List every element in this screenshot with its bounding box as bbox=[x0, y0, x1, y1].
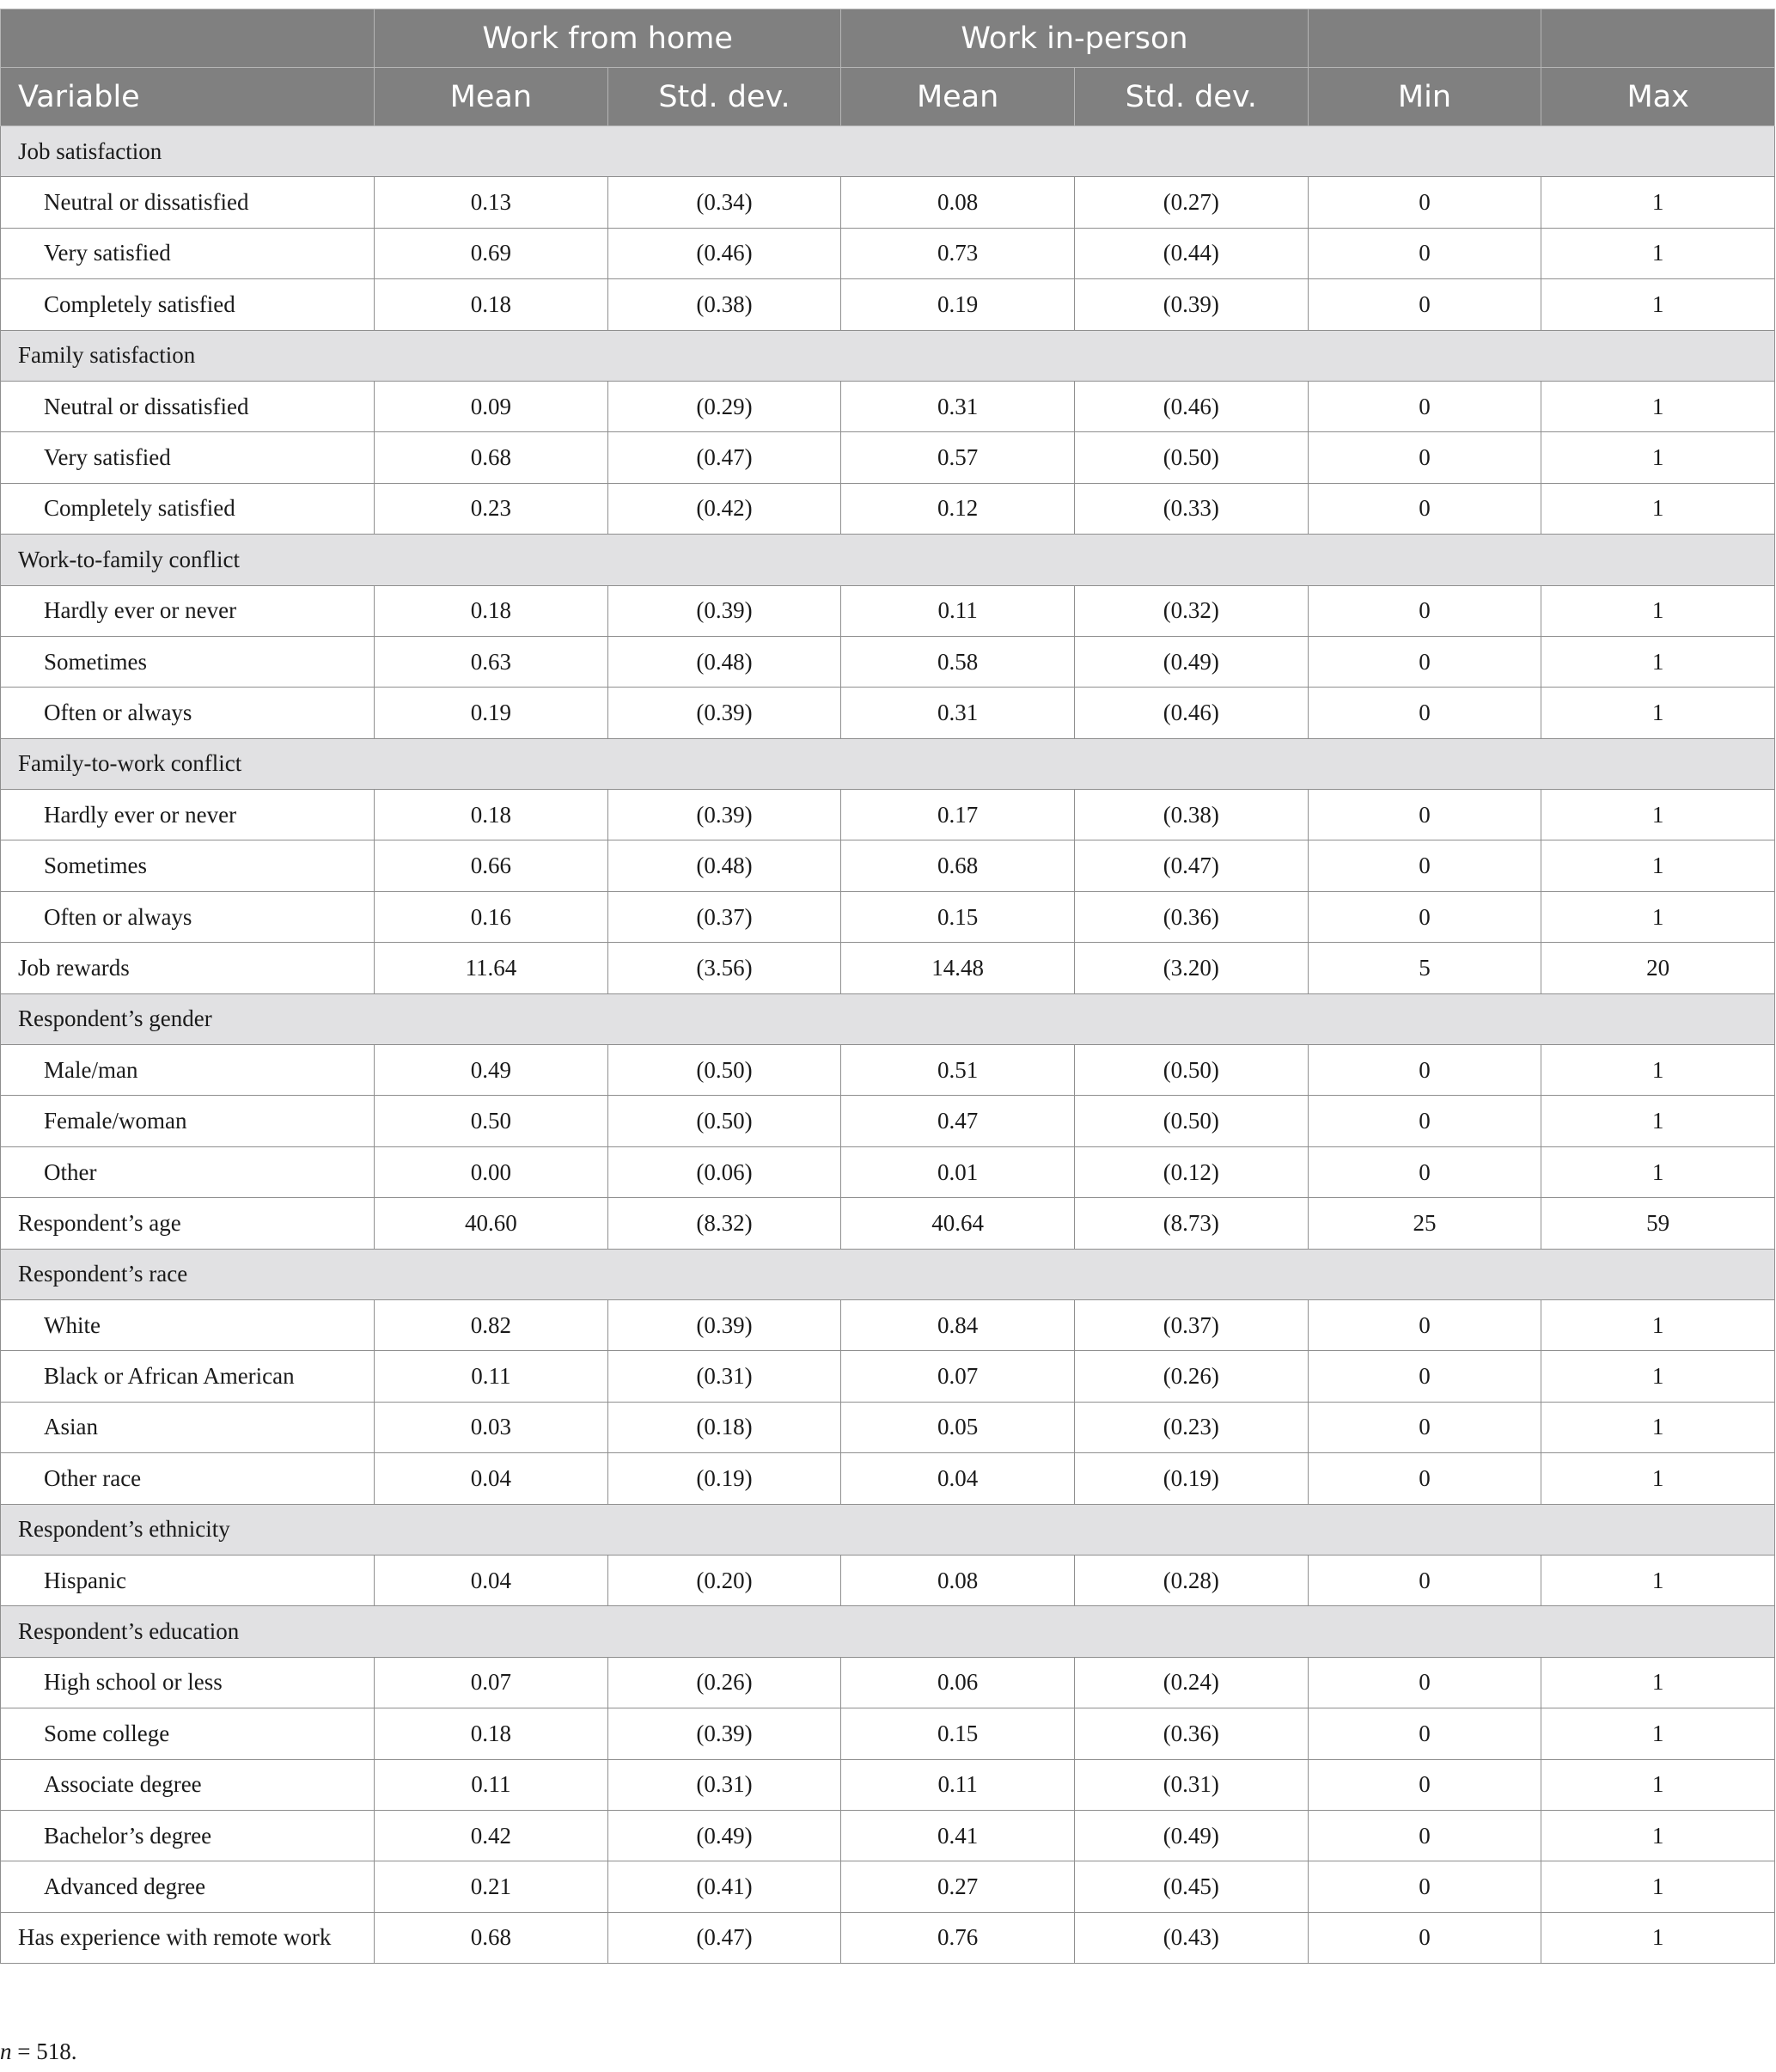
section-label: Work-to-family conflict bbox=[1, 535, 1775, 585]
table-row bbox=[1, 279, 1775, 330]
min-cell: 0 bbox=[1308, 790, 1541, 840]
table-header bbox=[1, 9, 1775, 126]
max-cell: 1 bbox=[1541, 1759, 1775, 1810]
column-header-variable: Variable bbox=[1, 68, 375, 126]
inperson-std-dev-cell: (0.50) bbox=[1074, 1045, 1308, 1096]
row-label: Hardly ever or never bbox=[1, 790, 375, 840]
table-row bbox=[1, 1351, 1775, 1402]
max-cell: 1 bbox=[1541, 483, 1775, 534]
inperson-std-dev-cell: (0.19) bbox=[1074, 1453, 1308, 1504]
row-label: Often or always bbox=[1, 891, 375, 942]
table-row bbox=[1, 1708, 1775, 1759]
row-label: Sometimes bbox=[1, 840, 375, 891]
wfh-std-dev-cell: (0.47) bbox=[607, 432, 841, 483]
max-cell: 1 bbox=[1541, 177, 1775, 228]
row-label: Asian bbox=[1, 1402, 375, 1452]
inperson-std-dev-cell: (0.47) bbox=[1074, 840, 1308, 891]
column-header-inperson-std-dev: Std. dev. bbox=[1074, 68, 1308, 126]
inperson-mean-cell: 0.07 bbox=[841, 1351, 1075, 1402]
table-row bbox=[1, 1402, 1775, 1452]
wfh-mean-cell: 11.64 bbox=[375, 943, 608, 993]
wfh-mean-cell: 0.04 bbox=[375, 1453, 608, 1504]
column-header-wfh-mean: Mean bbox=[375, 68, 608, 126]
wfh-std-dev-cell: (0.47) bbox=[607, 1912, 841, 1963]
table-row bbox=[1, 1657, 1775, 1708]
wfh-mean-cell: 0.07 bbox=[375, 1657, 608, 1708]
header-group-cell-empty bbox=[1, 9, 375, 68]
wfh-mean-cell: 0.49 bbox=[375, 1045, 608, 1096]
table-row bbox=[1, 1555, 1775, 1605]
wfh-mean-cell: 0.11 bbox=[375, 1759, 608, 1810]
wfh-std-dev-cell: (0.48) bbox=[607, 840, 841, 891]
wfh-std-dev-cell: (0.06) bbox=[607, 1146, 841, 1197]
table-row bbox=[1, 636, 1775, 687]
wfh-std-dev-cell: (0.34) bbox=[607, 177, 841, 228]
row-label: Advanced degree bbox=[1, 1861, 375, 1912]
wfh-mean-cell: 0.63 bbox=[375, 636, 608, 687]
summary-statistics-table-container bbox=[0, 9, 1774, 1964]
section-label: Respondent’s race bbox=[1, 1249, 1775, 1299]
min-cell: 5 bbox=[1308, 943, 1541, 993]
wfh-std-dev-cell: (0.41) bbox=[607, 1861, 841, 1912]
min-cell: 0 bbox=[1308, 228, 1541, 278]
row-label: Completely satisfied bbox=[1, 279, 375, 330]
min-cell: 0 bbox=[1308, 432, 1541, 483]
wfh-std-dev-cell: (0.46) bbox=[607, 228, 841, 278]
inperson-mean-cell: 0.73 bbox=[841, 228, 1075, 278]
wfh-mean-cell: 0.69 bbox=[375, 228, 608, 278]
inperson-mean-cell: 0.47 bbox=[841, 1096, 1075, 1146]
header-group-work-in-person: Work in-person bbox=[841, 9, 1308, 68]
row-label: Often or always bbox=[1, 688, 375, 738]
section-label: Respondent’s gender bbox=[1, 993, 1775, 1044]
table-row bbox=[1, 228, 1775, 278]
table-row bbox=[1, 943, 1775, 993]
row-label: Associate degree bbox=[1, 1759, 375, 1810]
inperson-std-dev-cell: (3.20) bbox=[1074, 943, 1308, 993]
max-cell: 1 bbox=[1541, 891, 1775, 942]
section-label: Job satisfaction bbox=[1, 126, 1775, 177]
wfh-std-dev-cell: (0.29) bbox=[607, 381, 841, 431]
max-cell: 1 bbox=[1541, 1045, 1775, 1096]
min-cell: 0 bbox=[1308, 1351, 1541, 1402]
column-header-min: Min bbox=[1308, 68, 1541, 126]
table-row bbox=[1, 1096, 1775, 1146]
inperson-mean-cell: 0.01 bbox=[841, 1146, 1075, 1197]
min-cell: 0 bbox=[1308, 1759, 1541, 1810]
inperson-mean-cell: 0.05 bbox=[841, 1402, 1075, 1452]
section-header-row bbox=[1, 1249, 1775, 1299]
table-row bbox=[1, 1045, 1775, 1096]
inperson-mean-cell: 0.08 bbox=[841, 177, 1075, 228]
inperson-mean-cell: 0.15 bbox=[841, 891, 1075, 942]
table-row bbox=[1, 585, 1775, 636]
inperson-std-dev-cell: (0.37) bbox=[1074, 1299, 1308, 1350]
max-cell: 1 bbox=[1541, 1810, 1775, 1861]
row-label: Hispanic bbox=[1, 1555, 375, 1605]
inperson-std-dev-cell: (0.49) bbox=[1074, 1810, 1308, 1861]
wfh-mean-cell: 0.11 bbox=[375, 1351, 608, 1402]
table-row bbox=[1, 1198, 1775, 1249]
inperson-std-dev-cell: (0.32) bbox=[1074, 585, 1308, 636]
min-cell: 0 bbox=[1308, 891, 1541, 942]
row-label: Hardly ever or never bbox=[1, 585, 375, 636]
note-n-symbol: n bbox=[0, 2038, 12, 2064]
table-note bbox=[0, 2038, 76, 2065]
inperson-mean-cell: 0.08 bbox=[841, 1555, 1075, 1605]
max-cell: 1 bbox=[1541, 1402, 1775, 1452]
min-cell: 0 bbox=[1308, 1146, 1541, 1197]
max-cell: 1 bbox=[1541, 1708, 1775, 1759]
table-row bbox=[1, 891, 1775, 942]
min-cell: 0 bbox=[1308, 1096, 1541, 1146]
max-cell: 1 bbox=[1541, 790, 1775, 840]
inperson-mean-cell: 0.57 bbox=[841, 432, 1075, 483]
column-header-max: Max bbox=[1541, 68, 1775, 126]
min-cell: 0 bbox=[1308, 483, 1541, 534]
max-cell: 1 bbox=[1541, 840, 1775, 891]
inperson-std-dev-cell: (0.44) bbox=[1074, 228, 1308, 278]
wfh-std-dev-cell: (0.39) bbox=[607, 1299, 841, 1350]
inperson-mean-cell: 0.12 bbox=[841, 483, 1075, 534]
row-label: Completely satisfied bbox=[1, 483, 375, 534]
inperson-std-dev-cell: (0.36) bbox=[1074, 891, 1308, 942]
inperson-mean-cell: 14.48 bbox=[841, 943, 1075, 993]
row-label: Female/woman bbox=[1, 1096, 375, 1146]
wfh-std-dev-cell: (0.31) bbox=[607, 1759, 841, 1810]
table-row bbox=[1, 432, 1775, 483]
min-cell: 0 bbox=[1308, 688, 1541, 738]
max-cell: 1 bbox=[1541, 1351, 1775, 1402]
table-row bbox=[1, 1912, 1775, 1963]
wfh-mean-cell: 0.68 bbox=[375, 1912, 608, 1963]
table-row bbox=[1, 177, 1775, 228]
wfh-mean-cell: 0.21 bbox=[375, 1861, 608, 1912]
table-row bbox=[1, 1759, 1775, 1810]
wfh-std-dev-cell: (0.26) bbox=[607, 1657, 841, 1708]
header-group-row bbox=[1, 9, 1775, 68]
header-column-row bbox=[1, 68, 1775, 126]
wfh-std-dev-cell: (0.39) bbox=[607, 585, 841, 636]
inperson-mean-cell: 0.31 bbox=[841, 381, 1075, 431]
max-cell: 1 bbox=[1541, 279, 1775, 330]
inperson-std-dev-cell: (0.26) bbox=[1074, 1351, 1308, 1402]
inperson-mean-cell: 0.11 bbox=[841, 585, 1075, 636]
min-cell: 0 bbox=[1308, 1299, 1541, 1350]
inperson-mean-cell: 0.06 bbox=[841, 1657, 1075, 1708]
inperson-mean-cell: 0.51 bbox=[841, 1045, 1075, 1096]
wfh-mean-cell: 0.13 bbox=[375, 177, 608, 228]
wfh-std-dev-cell: (0.48) bbox=[607, 636, 841, 687]
section-header-row bbox=[1, 1606, 1775, 1657]
wfh-std-dev-cell: (0.50) bbox=[607, 1045, 841, 1096]
inperson-std-dev-cell: (0.39) bbox=[1074, 279, 1308, 330]
inperson-mean-cell: 0.27 bbox=[841, 1861, 1075, 1912]
min-cell: 0 bbox=[1308, 1708, 1541, 1759]
wfh-mean-cell: 0.50 bbox=[375, 1096, 608, 1146]
inperson-std-dev-cell: (0.33) bbox=[1074, 483, 1308, 534]
row-label: Neutral or dissatisfied bbox=[1, 177, 375, 228]
section-label: Family-to-work conflict bbox=[1, 738, 1775, 789]
table-row bbox=[1, 840, 1775, 891]
wfh-mean-cell: 0.19 bbox=[375, 688, 608, 738]
row-label: Sometimes bbox=[1, 636, 375, 687]
header-group-cell-empty bbox=[1541, 9, 1775, 68]
max-cell: 1 bbox=[1541, 688, 1775, 738]
inperson-std-dev-cell: (0.23) bbox=[1074, 1402, 1308, 1452]
max-cell: 20 bbox=[1541, 943, 1775, 993]
summary-statistics-table bbox=[0, 9, 1775, 1964]
max-cell: 1 bbox=[1541, 1146, 1775, 1197]
table-row bbox=[1, 790, 1775, 840]
wfh-mean-cell: 0.82 bbox=[375, 1299, 608, 1350]
row-label: Some college bbox=[1, 1708, 375, 1759]
wfh-mean-cell: 0.18 bbox=[375, 1708, 608, 1759]
inperson-mean-cell: 0.19 bbox=[841, 279, 1075, 330]
inperson-mean-cell: 0.76 bbox=[841, 1912, 1075, 1963]
inperson-std-dev-cell: (0.50) bbox=[1074, 1096, 1308, 1146]
table-row bbox=[1, 1299, 1775, 1350]
wfh-std-dev-cell: (0.19) bbox=[607, 1453, 841, 1504]
min-cell: 0 bbox=[1308, 279, 1541, 330]
inperson-std-dev-cell: (0.36) bbox=[1074, 1708, 1308, 1759]
row-label: Neutral or dissatisfied bbox=[1, 381, 375, 431]
note-text: = 518. bbox=[11, 2038, 77, 2064]
max-cell: 1 bbox=[1541, 1299, 1775, 1350]
min-cell: 0 bbox=[1308, 1657, 1541, 1708]
max-cell: 1 bbox=[1541, 432, 1775, 483]
min-cell: 0 bbox=[1308, 636, 1541, 687]
inperson-mean-cell: 0.15 bbox=[841, 1708, 1075, 1759]
wfh-std-dev-cell: (0.39) bbox=[607, 688, 841, 738]
section-label: Respondent’s ethnicity bbox=[1, 1504, 1775, 1555]
max-cell: 1 bbox=[1541, 1912, 1775, 1963]
min-cell: 25 bbox=[1308, 1198, 1541, 1249]
max-cell: 59 bbox=[1541, 1198, 1775, 1249]
min-cell: 0 bbox=[1308, 840, 1541, 891]
wfh-std-dev-cell: (0.31) bbox=[607, 1351, 841, 1402]
section-header-row bbox=[1, 1504, 1775, 1555]
min-cell: 0 bbox=[1308, 177, 1541, 228]
wfh-mean-cell: 0.42 bbox=[375, 1810, 608, 1861]
table-body bbox=[1, 126, 1775, 1964]
row-label: Male/man bbox=[1, 1045, 375, 1096]
inperson-std-dev-cell: (0.27) bbox=[1074, 177, 1308, 228]
max-cell: 1 bbox=[1541, 1453, 1775, 1504]
wfh-std-dev-cell: (0.42) bbox=[607, 483, 841, 534]
header-group-work-from-home: Work from home bbox=[375, 9, 841, 68]
row-label: Bachelor’s degree bbox=[1, 1810, 375, 1861]
section-header-row bbox=[1, 738, 1775, 789]
min-cell: 0 bbox=[1308, 1402, 1541, 1452]
wfh-mean-cell: 40.60 bbox=[375, 1198, 608, 1249]
max-cell: 1 bbox=[1541, 1555, 1775, 1605]
min-cell: 0 bbox=[1308, 1555, 1541, 1605]
table-row bbox=[1, 483, 1775, 534]
wfh-mean-cell: 0.18 bbox=[375, 585, 608, 636]
wfh-std-dev-cell: (0.39) bbox=[607, 1708, 841, 1759]
inperson-std-dev-cell: (0.46) bbox=[1074, 688, 1308, 738]
wfh-std-dev-cell: (0.39) bbox=[607, 790, 841, 840]
section-label: Family satisfaction bbox=[1, 330, 1775, 381]
inperson-mean-cell: 0.41 bbox=[841, 1810, 1075, 1861]
max-cell: 1 bbox=[1541, 1096, 1775, 1146]
wfh-mean-cell: 0.00 bbox=[375, 1146, 608, 1197]
row-label: Other race bbox=[1, 1453, 375, 1504]
column-header-wfh-std-dev: Std. dev. bbox=[607, 68, 841, 126]
table-row bbox=[1, 1453, 1775, 1504]
min-cell: 0 bbox=[1308, 1912, 1541, 1963]
row-label: White bbox=[1, 1299, 375, 1350]
inperson-std-dev-cell: (0.50) bbox=[1074, 432, 1308, 483]
min-cell: 0 bbox=[1308, 585, 1541, 636]
min-cell: 0 bbox=[1308, 1453, 1541, 1504]
max-cell: 1 bbox=[1541, 585, 1775, 636]
column-header-inperson-mean: Mean bbox=[841, 68, 1075, 126]
max-cell: 1 bbox=[1541, 381, 1775, 431]
inperson-std-dev-cell: (0.49) bbox=[1074, 636, 1308, 687]
wfh-std-dev-cell: (3.56) bbox=[607, 943, 841, 993]
section-header-row bbox=[1, 330, 1775, 381]
row-label: Black or African American bbox=[1, 1351, 375, 1402]
row-label: Has experience with remote work bbox=[1, 1912, 375, 1963]
wfh-mean-cell: 0.68 bbox=[375, 432, 608, 483]
inperson-mean-cell: 0.84 bbox=[841, 1299, 1075, 1350]
inperson-mean-cell: 0.58 bbox=[841, 636, 1075, 687]
inperson-std-dev-cell: (0.46) bbox=[1074, 381, 1308, 431]
wfh-std-dev-cell: (0.38) bbox=[607, 279, 841, 330]
inperson-mean-cell: 0.04 bbox=[841, 1453, 1075, 1504]
inperson-std-dev-cell: (0.31) bbox=[1074, 1759, 1308, 1810]
wfh-std-dev-cell: (0.18) bbox=[607, 1402, 841, 1452]
min-cell: 0 bbox=[1308, 1861, 1541, 1912]
wfh-std-dev-cell: (0.20) bbox=[607, 1555, 841, 1605]
section-label: Respondent’s education bbox=[1, 1606, 1775, 1657]
row-label: Very satisfied bbox=[1, 432, 375, 483]
table-row bbox=[1, 688, 1775, 738]
wfh-std-dev-cell: (0.50) bbox=[607, 1096, 841, 1146]
section-header-row bbox=[1, 993, 1775, 1044]
section-header-row bbox=[1, 126, 1775, 177]
min-cell: 0 bbox=[1308, 381, 1541, 431]
min-cell: 0 bbox=[1308, 1045, 1541, 1096]
max-cell: 1 bbox=[1541, 1657, 1775, 1708]
wfh-mean-cell: 0.23 bbox=[375, 483, 608, 534]
row-label: Very satisfied bbox=[1, 228, 375, 278]
table-row bbox=[1, 1146, 1775, 1197]
inperson-std-dev-cell: (0.38) bbox=[1074, 790, 1308, 840]
wfh-std-dev-cell: (8.32) bbox=[607, 1198, 841, 1249]
inperson-mean-cell: 0.17 bbox=[841, 790, 1075, 840]
wfh-mean-cell: 0.03 bbox=[375, 1402, 608, 1452]
table-row bbox=[1, 381, 1775, 431]
inperson-mean-cell: 0.68 bbox=[841, 840, 1075, 891]
max-cell: 1 bbox=[1541, 1861, 1775, 1912]
max-cell: 1 bbox=[1541, 228, 1775, 278]
inperson-mean-cell: 0.31 bbox=[841, 688, 1075, 738]
wfh-mean-cell: 0.18 bbox=[375, 279, 608, 330]
min-cell: 0 bbox=[1308, 1810, 1541, 1861]
inperson-std-dev-cell: (0.45) bbox=[1074, 1861, 1308, 1912]
inperson-std-dev-cell: (0.12) bbox=[1074, 1146, 1308, 1197]
wfh-std-dev-cell: (0.37) bbox=[607, 891, 841, 942]
row-label: High school or less bbox=[1, 1657, 375, 1708]
inperson-std-dev-cell: (0.43) bbox=[1074, 1912, 1308, 1963]
inperson-std-dev-cell: (8.73) bbox=[1074, 1198, 1308, 1249]
inperson-mean-cell: 40.64 bbox=[841, 1198, 1075, 1249]
wfh-mean-cell: 0.04 bbox=[375, 1555, 608, 1605]
table-row bbox=[1, 1861, 1775, 1912]
row-label: Other bbox=[1, 1146, 375, 1197]
wfh-mean-cell: 0.16 bbox=[375, 891, 608, 942]
wfh-mean-cell: 0.66 bbox=[375, 840, 608, 891]
wfh-std-dev-cell: (0.49) bbox=[607, 1810, 841, 1861]
section-header-row bbox=[1, 535, 1775, 585]
wfh-mean-cell: 0.18 bbox=[375, 790, 608, 840]
inperson-std-dev-cell: (0.24) bbox=[1074, 1657, 1308, 1708]
max-cell: 1 bbox=[1541, 636, 1775, 687]
inperson-mean-cell: 0.11 bbox=[841, 1759, 1075, 1810]
header-group-cell-empty bbox=[1308, 9, 1541, 68]
row-label: Respondent’s age bbox=[1, 1198, 375, 1249]
row-label: Job rewards bbox=[1, 943, 375, 993]
table-row bbox=[1, 1810, 1775, 1861]
inperson-std-dev-cell: (0.28) bbox=[1074, 1555, 1308, 1605]
wfh-mean-cell: 0.09 bbox=[375, 381, 608, 431]
